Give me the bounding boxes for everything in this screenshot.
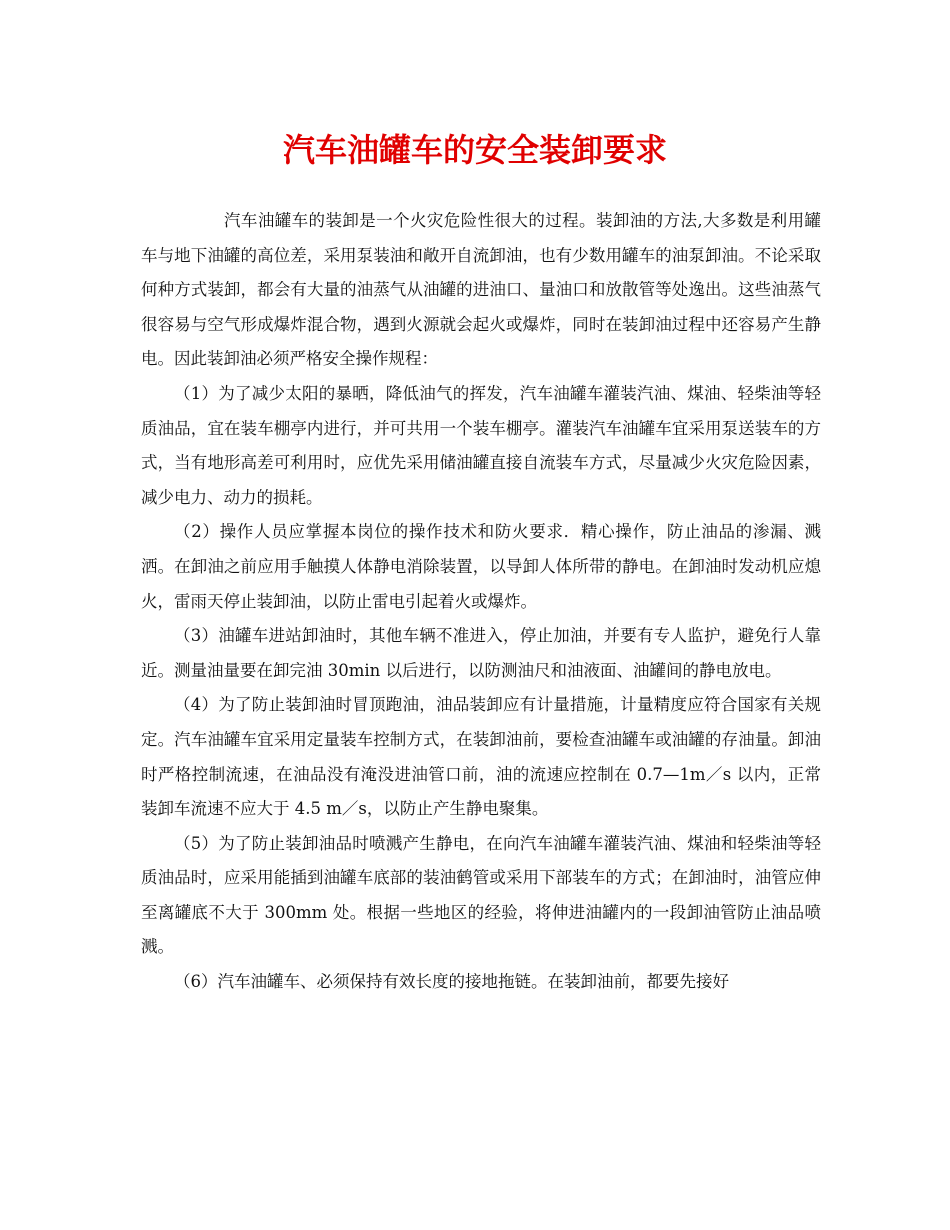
- paragraph-2: （2）操作人员应掌握本岗位的操作技术和防火要求．精心操作，防止油品的渗漏、溅洒。在卸油之前应用手触摸人体静电消除装置，以导卸人体所带的静电。在卸油时发动机应熄火，雷雨天停止装卸油，以防止雷电引起着火或爆炸。: [141, 522, 821, 611]
- document-body: [141, 204, 821, 1000]
- paragraph-6: （6）汽车油罐车、必须保持有效长度的接地拖链。在装卸油前，都要先接好: [174, 972, 729, 992]
- paragraph-5: （5）为了防止装卸油品时喷溅产生静电，在向汽车油罐车灌装汽油、煤油和轻柴油等轻质油品时，应采用能插到油罐车底部的装油鹤管或采用下部装车的方式；在卸油时，油管应伸至离罐底不大于 300mm 处。根据一些地区的经验，将伸进油罐内的一段卸油管防止油品喷溅。: [141, 833, 821, 957]
- page-title: 汽车油罐车的安全装卸要求: [282, 131, 667, 169]
- paragraph-3: （3）油罐车进站卸油时，其他车辆不准进入，停止加油，并要有专人监护，避免行人靠近。测量油量要在卸完油 30min 以后进行，以防测油尺和油液面、油罐间的静电放电。: [141, 626, 821, 680]
- paragraph-4: （4）为了防止装卸油时冒顶跑油，油品装卸应有计量措施，计量精度应符合国家有关规定。汽车油罐车宜采用定量装车控制方式，在装卸油前，要检查油罐车或油罐的存油量。卸油时严格控制流速，在油品没有淹没进油管口前，油的流速应控制在 0.7—1m／s 以内，正常装卸车流速不应大于 4.5 m／s，以防止产生静电聚集。: [141, 695, 821, 819]
- paragraph-1: （1）为了减少太阳的暴晒，降低油气的挥发，汽车油罐车灌装汽油、煤油、轻柴油等轻质油品，宜在装车棚亭内进行，并可共用一个装车棚亭。灌装汽车油罐车宜采用泵送装车的方式，当有地形高差可利用时，应优先采用储油罐直接自流装车方式，尽量减少火灾危险因素，减少电力、动力的损耗。: [141, 383, 821, 507]
- intro-paragraph: 汽车油罐车的装卸是一个火灾危险性很大的过程。装卸油的方法,大多数是利用罐车与地下油罐的高位差，采用泵装油和敞开自流卸油，也有少数用罐车的油泵卸油。不论采取何种方式装卸，都会有大量的油蒸气从油罐的进油口、量油口和放散管等处逸出。这些油蒸气很容易与空气形成爆炸混合物，遇到火源就会起火或爆炸，同时在装卸油过程中还容易产生静电。因此装卸油必须严格安全操作规程：: [141, 211, 821, 369]
